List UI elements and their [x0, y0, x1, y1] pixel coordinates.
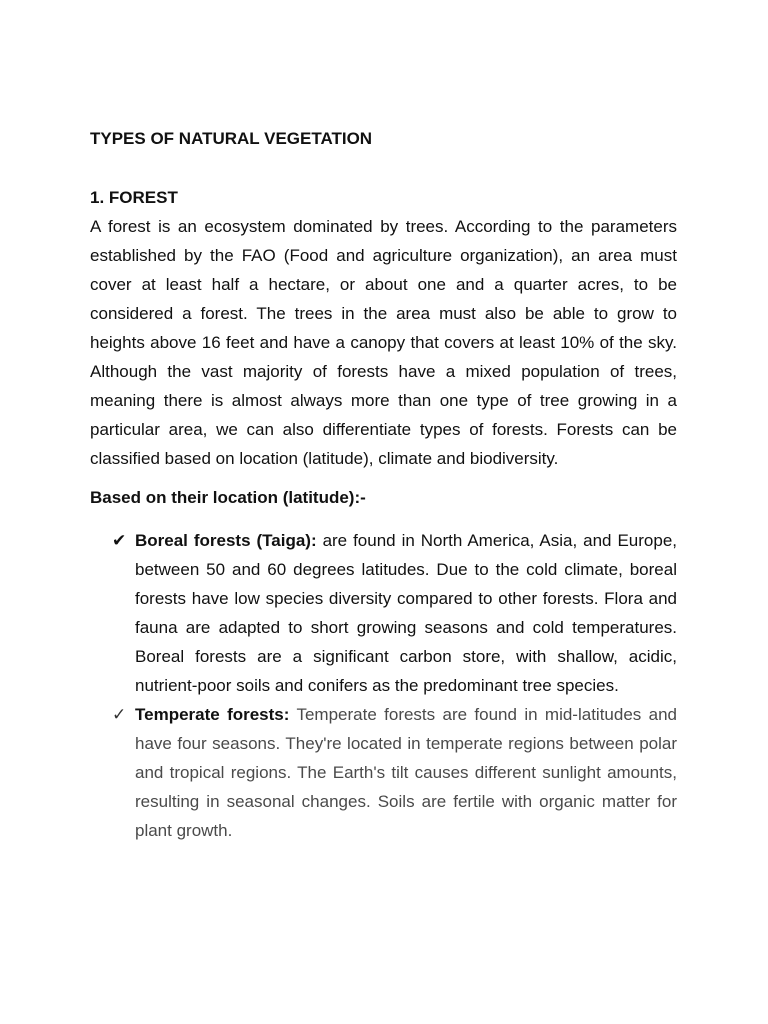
forest-types-list: [90, 526, 677, 845]
list-item-boreal: [90, 526, 677, 700]
document-title: TYPES OF NATURAL VEGETATION: [90, 129, 373, 148]
section-heading-forest: 1. FOREST: [90, 188, 178, 207]
description-boreal: are found in North America, Asia, and Europe, between 50 and 60 degrees latitudes. Due to the cold climate, boreal forests have low species diversity compared to other forests. Flora and fauna are adapted to short growing seasons and cold temperatures. Boreal forests are a significant carbon store, with shallow, acidic, nutrient-poor soils and conifers as the predominant tree species.: [135, 531, 678, 695]
forest-intro-paragraph: A forest is an ecosystem dominated by trees. According to the parameters established by the FAO (Food and agriculture organization), an area must cover at least half a hectare, or about one and a quarter acres, to be considered a forest. The trees in the area must also be able to grow to heights above 16 feet and have a canopy that covers at least 10% of the sky. Although the vast majority of forests have a mixed population of trees, meaning there is almost always more than one type of tree growing in a particular area, we can also differentiate types of forests. Forests can be classified based on location (latitude), climate and biodiversity.: [90, 217, 677, 468]
list-item-temperate: [90, 700, 677, 845]
document-page: [90, 124, 677, 845]
checkmark-icon: ✓: [112, 705, 127, 724]
term-temperate: Temperate forests:: [135, 705, 290, 724]
checkmark-icon: ✔: [112, 531, 127, 550]
location-subheading: Based on their location (latitude):-: [90, 488, 366, 507]
term-boreal: Boreal forests (Taiga):: [135, 531, 317, 550]
description-temperate: Temperate forests are found in mid-latitudes and have four seasons. They're located in temperate regions between polar and tropical regions. The Earth's tilt causes different sunlight amounts, resulting in seasonal changes. Soils are fertile with organic matter for plant growth.: [135, 705, 677, 840]
